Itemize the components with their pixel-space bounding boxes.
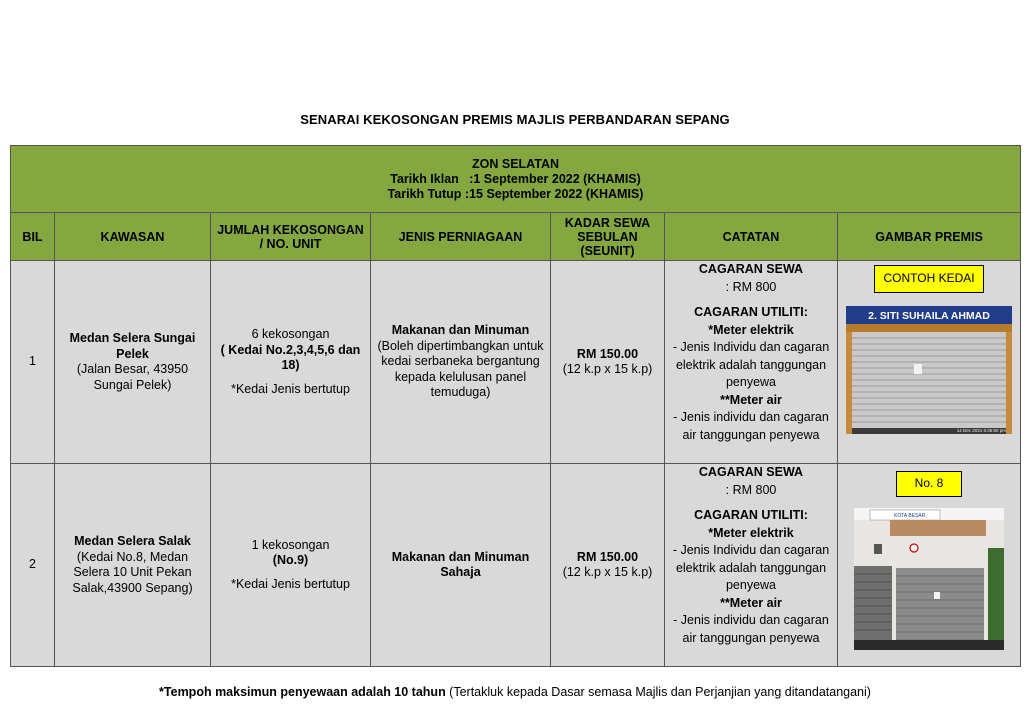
catatan-cell [665,261,838,464]
footer-note [0,685,1030,699]
photo-label: No. 8 [896,471,963,497]
footer-bold: *Tempoh maksimun penyewaan adalah 10 tahun [159,685,446,699]
jumlah-units: ( Kedai No.2,3,4,5,6 dan 18) [220,342,361,372]
shop-photo-image [846,306,1012,434]
kawasan-name: Medan Selera Sungai Pelek [69,331,196,361]
meter-elektrik-detail: - Jenis Individu dan cagaran elektrik adalah tanggungan penyewa [672,340,830,389]
shop-photo [846,306,1012,434]
header-kawasan: KAWASAN [55,213,211,261]
jenis-title: Makanan dan Minuman Sahaja [391,549,530,579]
header-jumlah: JUMLAH KEKOSONGAN / NO. UNIT [211,213,371,261]
meter-air-detail: - Jenis individu dan cagaran air tanggungan penyewa [673,613,829,645]
kawasan-cell [55,261,211,464]
vacancy-table [10,145,1021,667]
table-row [11,261,1021,464]
header-jenis: JENIS PERNIAGAAN [371,213,551,261]
jenis-detail: (Boleh dipertimbangkan untuk kedai serbaneka bergantung kepada kelulusan panel temuduga) [377,338,544,400]
kawasan-address: (Jalan Besar, 43950 Sungai Pelek) [76,362,189,392]
jumlah-note: *Kedai Jenis bertutup [231,381,350,396]
footer-normal: (Tertakluk kepada Dasar semasa Majlis dan Perjanjian yang ditandatangani) [445,685,871,699]
document-title: SENARAI KEKOSONGAN PREMIS MAJLIS PERBANDARAN SEPANG [300,112,730,127]
jenis-cell [371,464,551,667]
kawasan-name: Medan Selera Salak [74,534,191,548]
kadar-amount: RM 150.00 [576,346,639,361]
meter-air-title: **Meter air [720,595,782,610]
jenis-cell [371,261,551,464]
photo-label: CONTOH KEDAI [874,265,983,293]
shop-photo [854,508,1004,650]
row-number: 2 [11,464,55,667]
row-number: 1 [11,261,55,464]
kawasan-address: (Kedai No.8, Medan Selera 10 Unit Pekan Salak,43900 Sepang) [72,549,193,595]
jumlah-units: (No.9) [272,553,309,568]
cagaran-utiliti-title: CAGARAN UTILITI: [694,508,808,522]
photo-sign-text: KOTA BESAR [894,512,926,519]
closing-date: Tarikh Tutup :15 September 2022 (KHAMIS) [387,186,644,201]
catatan-cell [665,464,838,667]
gambar-cell [838,464,1021,667]
header-catatan: CATATAN [665,213,838,261]
zone-header-row [11,146,1021,213]
gambar-cell [838,261,1021,464]
kadar-size: (12 k.p x 15 k.p) [562,565,653,579]
cagaran-sewa-title: CAGARAN SEWA [698,262,804,276]
table-row [11,464,1021,667]
meter-elektrik-title: *Meter elektrik [708,525,794,540]
kadar-size: (12 k.p x 15 k.p) [562,362,653,376]
header-kadar: KADAR SEWA SEBULAN (SEUNIT) [551,213,665,261]
jumlah-cell [211,261,371,464]
column-header-row [11,213,1021,261]
meter-air-detail: - Jenis individu dan cagaran air tanggungan penyewa [673,410,829,442]
meter-elektrik-title: *Meter elektrik [708,322,794,337]
zone-header [11,146,1021,213]
kadar-cell [551,464,665,667]
jumlah-count: 1 kekosongan [251,537,330,552]
jumlah-count: 6 kekosongan [251,327,330,341]
jumlah-note: *Kedai Jenis bertutup [231,576,350,591]
cagaran-sewa-amount: : RM 800 [725,279,777,294]
cagaran-utiliti-title: CAGARAN UTILITI: [694,305,808,319]
cagaran-sewa-amount: : RM 800 [725,482,777,497]
kadar-cell [551,261,665,464]
meter-air-title: **Meter air [720,392,782,407]
meter-elektrik-detail: - Jenis Individu dan cagaran elektrik adalah tanggungan penyewa [672,543,830,592]
photo-sign-text: 2. SITI SUHAILA AHMAD [868,309,990,322]
header-bil: BIL [11,213,55,261]
photo-timestamp: 14 Dec 2021 6:36:50 pm [956,427,1007,433]
advert-date: Tarikh Iklan :1 September 2022 (KHAMIS) [390,171,641,186]
header-gambar: GAMBAR PREMIS [838,213,1021,261]
cagaran-sewa-title: CAGARAN SEWA [698,465,804,479]
kadar-amount: RM 150.00 [576,549,639,564]
zone-name: ZON SELATAN [472,156,560,171]
jenis-title: Makanan dan Minuman [391,323,530,338]
shop-photo-image [854,508,1004,650]
kawasan-cell [55,464,211,667]
jumlah-cell [211,464,371,667]
